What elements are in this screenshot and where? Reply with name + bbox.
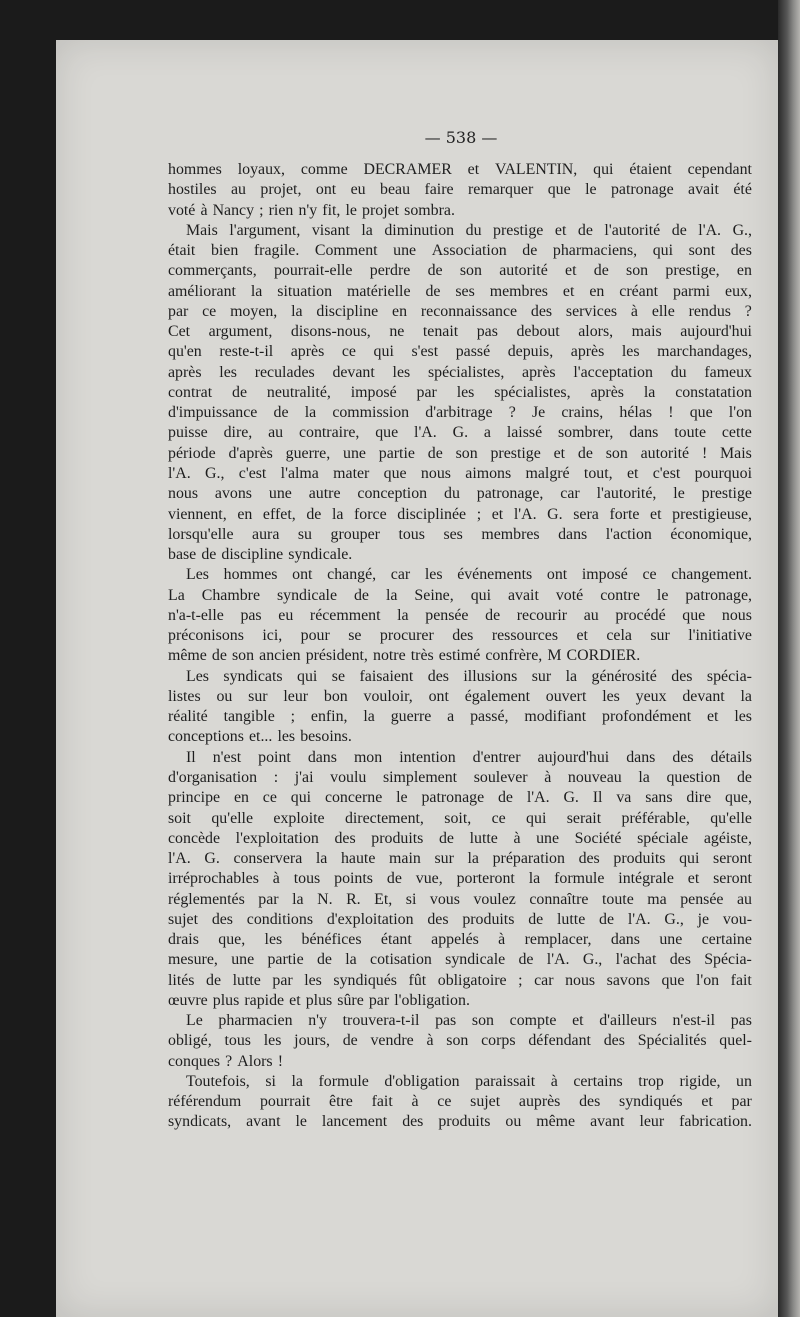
text-line: l'A. G., c'est l'alma mater que nous aimons malgré tout, et c'est pourquoi (168, 464, 752, 482)
text-line: lorsqu'elle aura su grouper tous ses membres dans l'action économique, (168, 525, 752, 543)
text-line: hommes loyaux, comme DECRAMER et VALENTIN, qui étaient cependant (168, 161, 752, 178)
text-line: conques ? Alors ! (168, 1052, 283, 1070)
text-line: d'impuissance de la commission d'arbitrage ? Je crains, hélas ! que l'on (168, 404, 752, 422)
text-line: période d'après guerre, une partie de son prestige et de son autorité ! Mais (168, 444, 752, 462)
text-line: La Chambre syndicale de la Seine, qui avait voté contre le patronage, (168, 586, 752, 604)
text-line: mesure, une partie de la cotisation syndicale de l'A. G., l'achat des Spécia- (168, 951, 752, 969)
text-line: référendum pourrait être fait à ce sujet auprès des syndiqués et par (168, 1093, 752, 1111)
text-line: base de discipline syndicale. (168, 546, 353, 564)
text-line: concède l'exploitation des produits de lutte à une Société spéciale agéiste, (168, 829, 752, 847)
text-line: drais que, les bénéfices étant appelés à remplacer, dans une certaine (168, 931, 752, 949)
text-line: par ce moyen, la discipline en reconnaissance des services à elle rendus ? (168, 302, 752, 320)
text-line: préconisons ici, pour se procurer des ressources et cela sur l'initiative (168, 627, 752, 645)
text-line: réglementés par la N. R. Et, si vous voulez connaître toute ma pensée au (168, 890, 752, 908)
text-line: soit qu'elle exploite directement, soit, ce qui serait préférable, qu'elle (168, 809, 752, 827)
text-line: hostiles au projet, ont eu beau faire remarquer que le patronage avait été (168, 181, 752, 199)
text-line: Mais l'argument, visant la diminution du prestige et de l'autorité de l'A. G., (186, 221, 752, 239)
text-line: irréprochables à tous points de vue, porteront la formule intégrale et seront (168, 870, 752, 888)
adjacent-page-edge (778, 0, 800, 1317)
text-line: réalité tangible ; enfin, la guerre a passé, modifiant profondément et les (168, 708, 752, 726)
text-line: sujet des conditions d'exploitation des produits de lutte de l'A. G., je vou- (168, 910, 752, 928)
text-line: qu'en reste-t-il après ce qui s'est passé depuis, après les marchandages, (168, 343, 752, 361)
text-line: après les reculades devant les spécialistes, après l'acceptation du fameux (168, 363, 752, 381)
text-line: puisse dire, au contraire, que l'A. G. a laissé sombrer, dans toute cette (168, 424, 752, 442)
text-line: contrat de neutralité, imposé par les spécialistes, après la constatation (168, 383, 752, 401)
page-number: — 538 — (424, 128, 498, 147)
text-line: même de son ancien président, notre très estimé confrère, M CORDIER. (168, 647, 641, 665)
text-line: obligé, tous les jours, de vendre à son corps défendant des Spécialités quel- (168, 1032, 752, 1050)
text-line: était bien fragile. Comment une Association de pharmaciens, qui sont des (168, 242, 752, 260)
text-line: voté à Nancy ; rien n'y fit, le projet sombra. (168, 201, 455, 219)
text-line: conceptions et... les besoins. (168, 728, 352, 746)
text-line: syndicats, avant le lancement des produits ou même avant leur fabrication. (168, 1113, 752, 1131)
text-line: Toutefois, si la formule d'obligation paraissait à certains trop rigide, un (186, 1072, 752, 1090)
text-line: Les syndicats qui se faisaient des illusions sur la générosité des spécia- (186, 667, 752, 685)
text-line: Il n'est point dans mon intention d'entrer aujourd'hui dans des détails (186, 748, 752, 766)
text-line: lités de lutte par les syndiqués fût obligatoire ; car nous savons que l'on fait (168, 971, 752, 989)
text-line: œuvre plus rapide et plus sûre par l'obligation. (168, 991, 470, 1009)
text-line: viennent, en effet, de la force disciplinée ; et l'A. G. sera forte et prestigieuse, (168, 505, 752, 523)
text-line: Cet argument, disons-nous, ne tenait pas debout alors, mais aujourd'hui (168, 323, 752, 341)
text-line: améliorant la situation matérielle de ses membres et en créant parmi eux, (168, 282, 752, 300)
text-line: principe en ce qui concerne le patronage de l'A. G. Il va sans dire que, (168, 789, 752, 807)
text-line: d'organisation : j'ai voulu simplement soulever à nouveau la question de (168, 768, 752, 786)
text-line: commerçants, pourrait-elle perdre de son autorité et de son prestige, en (168, 262, 752, 280)
text-line: nous avons une autre conception du patronage, car l'autorité, le prestige (168, 485, 752, 503)
text-line: listes ou sur leur bon vouloir, ont également ouvert les yeux devant la (168, 687, 752, 705)
text-line: l'A. G. conservera la haute main sur la préparation des produits qui seront (168, 850, 752, 868)
body-text (168, 160, 752, 1133)
text-line: Le pharmacien n'y trouvera-t-il pas son compte et d'ailleurs n'est-il pas (186, 1012, 752, 1030)
text-line: n'a-t-elle pas eu récemment la pensée de recourir au procédé que nous (168, 606, 752, 624)
text-line: Les hommes ont changé, car les événements ont imposé ce changement. (186, 566, 752, 584)
